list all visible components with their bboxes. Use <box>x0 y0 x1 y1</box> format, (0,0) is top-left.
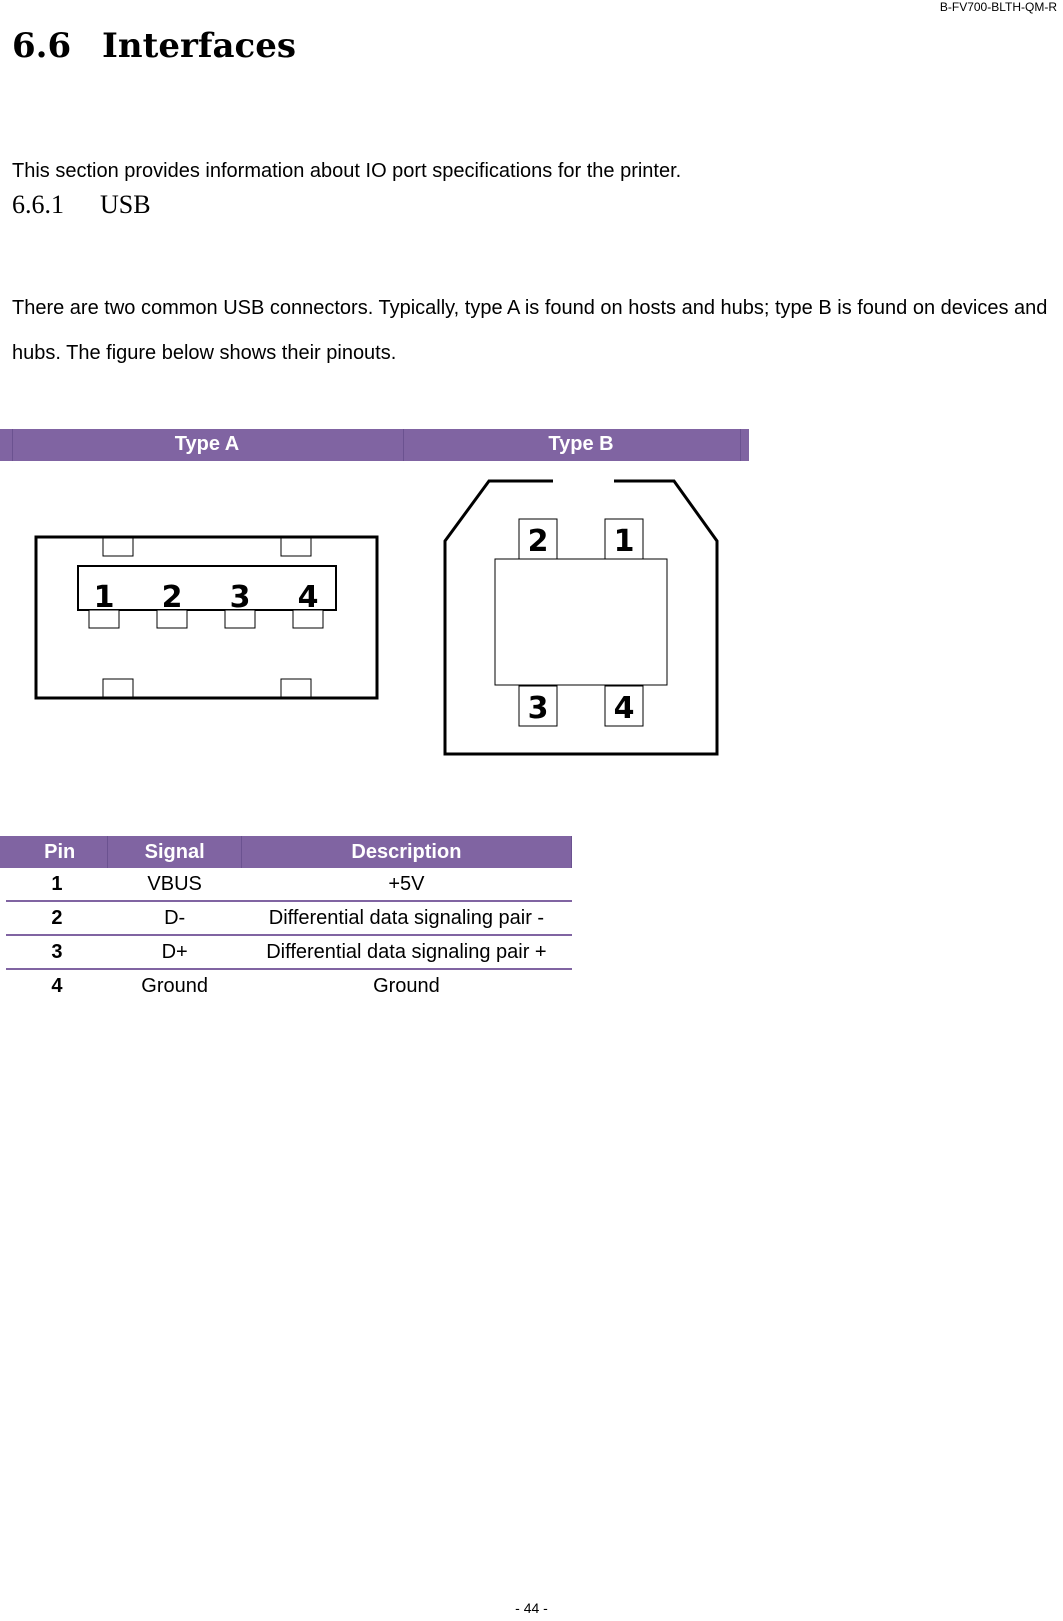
cell-description: +5V <box>241 868 571 901</box>
column-header-signal: Signal <box>108 836 241 868</box>
type-a-label: Type A <box>174 433 240 455</box>
subsection-title: USB <box>100 190 151 219</box>
type-b-label: Type B <box>548 433 614 455</box>
cell-description: Ground <box>373 974 440 997</box>
type-a-pin-label: 3 <box>229 580 251 615</box>
type-b-connector <box>445 481 717 754</box>
table-row <box>6 935 572 969</box>
type-a-outline <box>36 537 377 698</box>
type-a-latch <box>103 679 133 697</box>
table-row <box>6 868 572 901</box>
cell-signal: VBUS <box>108 868 241 901</box>
type-a-pin-label: 2 <box>161 580 183 615</box>
page-number: - 44 - <box>515 1600 548 1616</box>
section-intro: This section provides information about IO port specifications for the printer. <box>12 160 682 182</box>
table-header-row <box>6 836 572 868</box>
section-title: Interfaces <box>102 26 297 66</box>
type-a-pin-label: 1 <box>93 580 115 615</box>
type-b-pin-label: 4 <box>613 691 635 726</box>
type-a-pin-label: 4 <box>297 580 319 615</box>
table-row <box>6 969 572 1002</box>
cell-pin: 1 <box>6 868 108 901</box>
cell-signal: D+ <box>108 935 241 969</box>
column-header-description: Description <box>241 836 571 868</box>
subsection-body: There are two common USB connectors. Typically, type A is found on hosts and hubs; type B is found on devices and hubs. The figure below shows their pinouts. <box>12 297 1048 364</box>
cell-pin: 3 <box>6 935 108 969</box>
usb-pin-table <box>0 836 572 1002</box>
type-a-latch <box>103 538 133 556</box>
type-b-tongue <box>495 559 667 685</box>
cell-signal: Ground <box>141 974 208 997</box>
section-number: 6.6 <box>12 26 72 66</box>
type-a-connector <box>36 537 377 698</box>
document-code: B-FV700-BLTH-QM-R <box>939 0 1057 14</box>
cell-description: Differential data signaling pair + <box>241 935 571 969</box>
column-header-pin: Pin <box>6 836 108 868</box>
usb-connector-diagram <box>0 0 1063 800</box>
type-a-latch <box>281 679 311 697</box>
type-b-pin-label: 2 <box>527 524 549 559</box>
cell-signal: D- <box>108 901 241 935</box>
type-a-latch <box>281 538 311 556</box>
type-b-pin-label: 3 <box>527 691 549 726</box>
type-b-pin-label: 1 <box>613 524 635 559</box>
cell-pin: 4 <box>51 974 63 997</box>
cell-pin: 2 <box>6 901 108 935</box>
cell-description: Differential data signaling pair - <box>241 901 571 935</box>
table-row <box>6 901 572 935</box>
subsection-number: 6.6.1 <box>12 190 64 219</box>
